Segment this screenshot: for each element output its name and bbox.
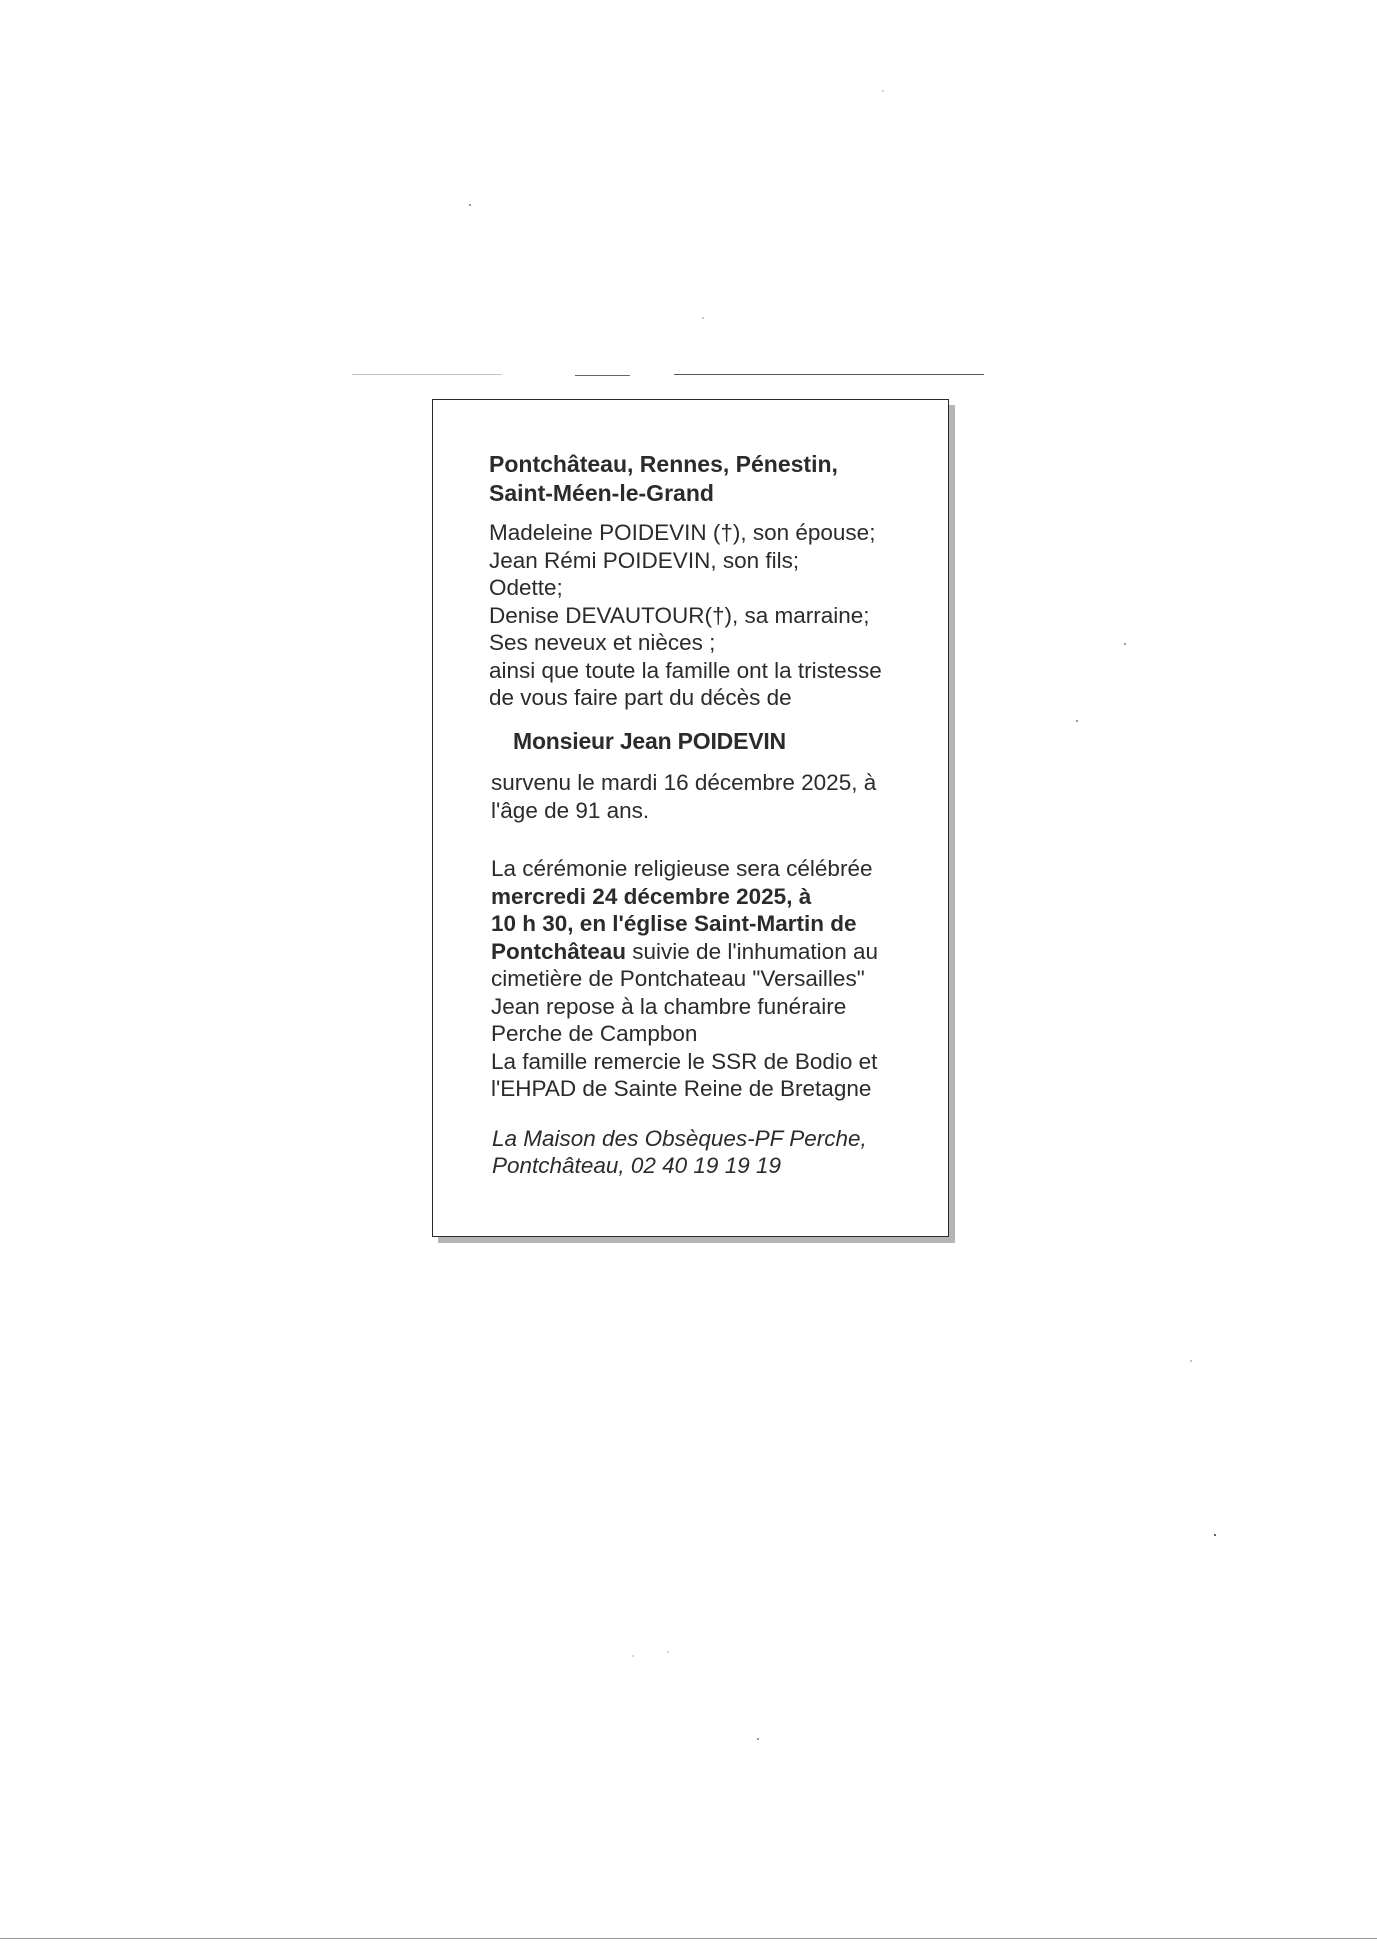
family-line: ainsi que toute la famille ont la tristesse <box>489 657 882 683</box>
scan-artifact-line <box>674 374 984 375</box>
family-line: Madeleine POIDEVIN (†), son épouse; <box>489 520 876 545</box>
scan-artifact-line <box>575 375 630 376</box>
family-list <box>489 519 909 712</box>
scan-speck <box>1076 720 1078 722</box>
notice-body <box>489 450 909 1180</box>
scan-speck <box>469 204 471 206</box>
scan-speck <box>1190 1360 1192 1362</box>
family-line: Odette; <box>489 575 563 600</box>
family-line: Ses neveux et nièces ; <box>489 630 716 655</box>
scan-speck <box>702 317 704 319</box>
scan-speck <box>882 90 884 92</box>
scan-speck <box>632 1655 634 1657</box>
scan-speck <box>757 1738 759 1740</box>
ceremony-details: La cérémonie religieuse sera célébrée mercredi 24 décembre 2025, à 10 h 30, en l'église Saint-Martin de Pontchâteau suivie de l'inhumation au cimetière de Pontchateau "Versailles" Jean repose à la chambre funéraire Perche de Campbon La famille remercie le SSR de Bodio et l'EHPAD de Sainte Reine de Bretagne <box>491 856 878 1101</box>
scan-artifact-line <box>352 374 502 375</box>
scan-speck <box>1124 643 1126 645</box>
scan-speck <box>667 1651 669 1653</box>
family-line: Jean Rémi POIDEVIN, son fils; <box>489 547 800 573</box>
deceased-name: Monsieur Jean POIDEVIN <box>513 727 786 754</box>
family-line: Denise DEVAUTOUR(†), sa marraine; <box>489 602 870 628</box>
family-line: de vous faire part du décès de <box>489 685 792 710</box>
funeral-home-contact: La Maison des Obsèques-PF Perche, Pontchâteau, 02 40 19 19 19 <box>492 1125 867 1178</box>
scan-bottom-edge <box>0 1938 1377 1939</box>
death-info: survenu le mardi 16 décembre 2025, à l'âge de 91 ans. <box>491 770 877 823</box>
scan-speck <box>1214 1534 1216 1536</box>
locations-heading: Pontchâteau, Rennes, Pénestin, Saint-Méen-le-Grand <box>489 451 838 506</box>
obituary-notice <box>432 399 949 1237</box>
